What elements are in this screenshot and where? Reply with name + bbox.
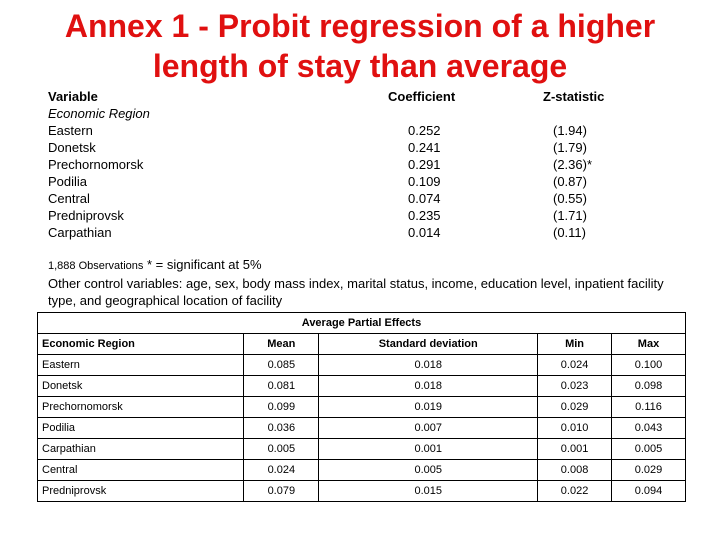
average-partial-effects-table bbox=[37, 312, 686, 502]
variable-name: Central bbox=[48, 191, 90, 206]
regression-row bbox=[48, 122, 668, 139]
variable-name: Carpathian bbox=[48, 225, 112, 240]
region-cell: Donetsk bbox=[38, 376, 244, 397]
column-header: Max bbox=[612, 334, 686, 355]
regression-results bbox=[48, 88, 668, 241]
column-header: Economic Region bbox=[38, 334, 244, 355]
regression-row bbox=[48, 173, 668, 190]
variable-name: Eastern bbox=[48, 123, 93, 138]
value-cell: 0.081 bbox=[244, 376, 319, 397]
value-cell: 0.100 bbox=[612, 355, 686, 376]
value-cell: 0.098 bbox=[612, 376, 686, 397]
coefficient-value: 0.109 bbox=[408, 174, 441, 189]
title-line-1: Annex 1 - Probit regression of a higher bbox=[64, 8, 656, 44]
controls-note: Other control variables: age, sex, body mass index, marital status, income, education level, inpatient facility type, and geographical location of facility bbox=[48, 276, 664, 308]
value-cell: 0.022 bbox=[538, 481, 612, 502]
value-cell: 0.018 bbox=[319, 376, 538, 397]
value-cell: 0.036 bbox=[244, 418, 319, 439]
value-cell: 0.079 bbox=[244, 481, 319, 502]
value-cell: 0.029 bbox=[538, 397, 612, 418]
value-cell: 0.023 bbox=[538, 376, 612, 397]
value-cell: 0.018 bbox=[319, 355, 538, 376]
variable-name: Podilia bbox=[48, 174, 88, 189]
z-statistic-value: (1.79) bbox=[553, 140, 587, 155]
value-cell: 0.005 bbox=[244, 439, 319, 460]
value-cell: 0.007 bbox=[319, 418, 538, 439]
value-cell: 0.029 bbox=[612, 460, 686, 481]
regression-row bbox=[48, 156, 668, 173]
table-row bbox=[38, 376, 686, 397]
value-cell: 0.001 bbox=[319, 439, 538, 460]
value-cell: 0.085 bbox=[244, 355, 319, 376]
value-cell: 0.005 bbox=[319, 460, 538, 481]
variable-header: Variable bbox=[48, 89, 98, 104]
regression-group-row bbox=[48, 105, 668, 122]
table-row bbox=[38, 397, 686, 418]
observations-note: 1,888 Observations bbox=[48, 260, 144, 272]
z-statistic-value: (0.55) bbox=[553, 191, 587, 206]
region-cell: Carpathian bbox=[38, 439, 244, 460]
value-cell: 0.015 bbox=[319, 481, 538, 502]
z-statistic-value: (1.71) bbox=[553, 208, 587, 223]
coefficient-value: 0.291 bbox=[408, 157, 441, 172]
value-cell: 0.001 bbox=[538, 439, 612, 460]
significance-note: * = significant at 5% bbox=[143, 257, 262, 272]
group-label: Economic Region bbox=[48, 106, 150, 121]
variable-name: Donetsk bbox=[48, 140, 96, 155]
value-cell: 0.005 bbox=[612, 439, 686, 460]
value-cell: 0.024 bbox=[538, 355, 612, 376]
column-header: Standard deviation bbox=[319, 334, 538, 355]
regression-row bbox=[48, 190, 668, 207]
value-cell: 0.099 bbox=[244, 397, 319, 418]
z-statistic-value: (1.94) bbox=[553, 123, 587, 138]
region-cell: Predniprovsk bbox=[38, 481, 244, 502]
coefficient-value: 0.014 bbox=[408, 225, 441, 240]
coefficient-header: Coefficient bbox=[388, 89, 456, 104]
table-row bbox=[38, 460, 686, 481]
z-statistic-header: Z-statistic bbox=[543, 89, 605, 104]
regression-row bbox=[48, 224, 668, 241]
table-row bbox=[38, 418, 686, 439]
value-cell: 0.024 bbox=[244, 460, 319, 481]
region-cell: Eastern bbox=[38, 355, 244, 376]
z-statistic-value: (0.87) bbox=[553, 174, 587, 189]
regression-row bbox=[48, 207, 668, 224]
notes bbox=[48, 256, 688, 309]
table-row bbox=[38, 355, 686, 376]
coefficient-value: 0.074 bbox=[408, 191, 441, 206]
region-cell: Podilia bbox=[38, 418, 244, 439]
z-statistic-value: (0.11) bbox=[553, 225, 586, 240]
table-row bbox=[38, 481, 686, 502]
slide-title bbox=[0, 6, 720, 86]
table-header-row bbox=[38, 334, 686, 355]
coefficient-value: 0.241 bbox=[408, 140, 441, 155]
region-cell: Central bbox=[38, 460, 244, 481]
coefficient-value: 0.235 bbox=[408, 208, 441, 223]
table-caption: Average Partial Effects bbox=[38, 313, 686, 334]
value-cell: 0.008 bbox=[538, 460, 612, 481]
region-cell: Prechornomorsk bbox=[38, 397, 244, 418]
title-line-2: length of stay than average bbox=[152, 48, 568, 84]
regression-header bbox=[48, 88, 668, 105]
variable-name: Predniprovsk bbox=[48, 208, 124, 223]
table-row bbox=[38, 439, 686, 460]
column-header: Mean bbox=[244, 334, 319, 355]
column-header: Min bbox=[538, 334, 612, 355]
value-cell: 0.094 bbox=[612, 481, 686, 502]
variable-name: Prechornomorsk bbox=[48, 157, 144, 172]
value-cell: 0.010 bbox=[538, 418, 612, 439]
regression-row bbox=[48, 139, 668, 156]
value-cell: 0.019 bbox=[319, 397, 538, 418]
value-cell: 0.116 bbox=[612, 397, 686, 418]
coefficient-value: 0.252 bbox=[408, 123, 441, 138]
value-cell: 0.043 bbox=[612, 418, 686, 439]
z-statistic-value: (2.36)* bbox=[553, 157, 593, 172]
